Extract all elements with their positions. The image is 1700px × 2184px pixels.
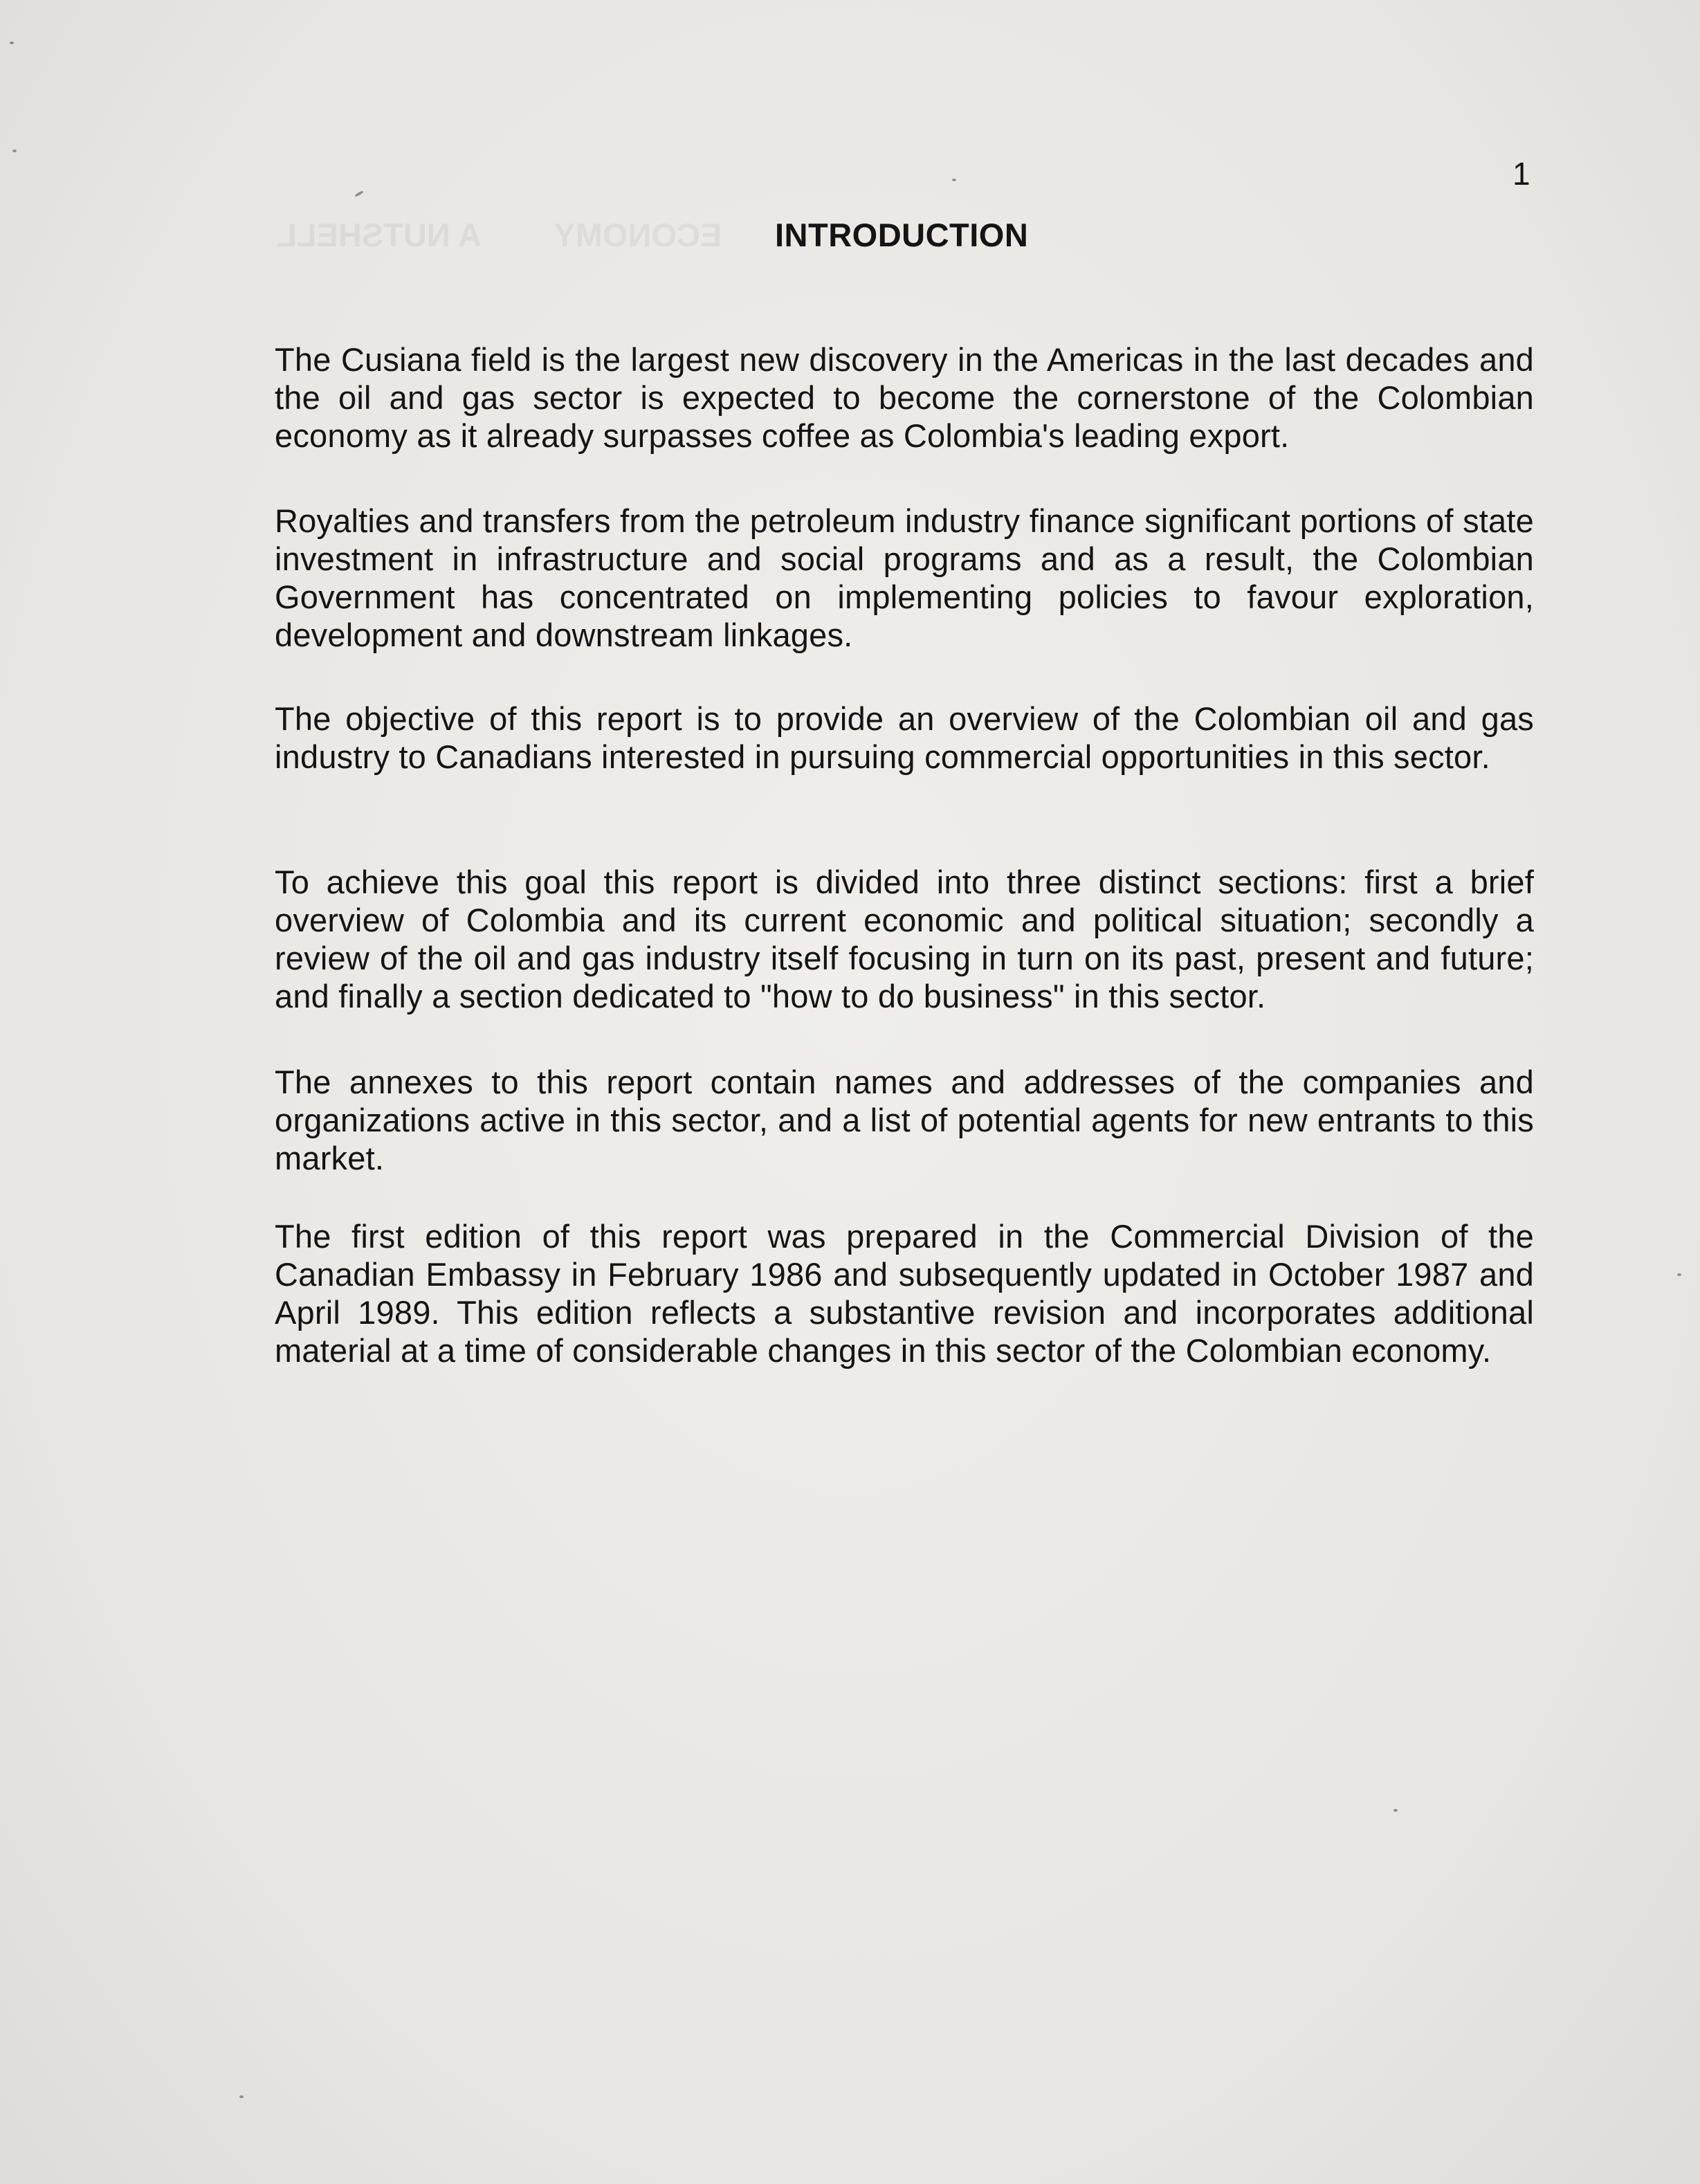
paper-speck <box>10 42 14 44</box>
show-through-heading: ECONOMY A NUTSHELL <box>277 217 722 253</box>
paper-speck <box>12 149 17 152</box>
show-through-block <box>277 1176 286 1214</box>
paragraph-annexes: The annexes to this report contain names and addresses of the companies and organizations active in this sector, and a list of potential agents for new entrants to this market. <box>275 1064 1534 1176</box>
page-title: INTRODUCTION <box>775 217 1029 253</box>
paper-speck <box>239 2095 244 2098</box>
paragraph-objective: The objective of this report is to provide an overview of the Colombian oil and gas industry to Canadians interested in pursuing commercial opportunities in this sector. <box>275 700 1534 775</box>
paper-speck <box>354 190 364 197</box>
paragraph-edition-history: The first edition of this report was prepared in the Commercial Division of the Canadian Embassy in February 1986 and subsequently updated in October 1987 and April 1989. This edition reflects a substantive revision and incorporates additional material at a time of considerable changes in this sector of the Colombian economy. <box>275 1218 1534 1369</box>
paragraph-report-sections: To achieve this goal this report is divided into three distinct sections: first a brief overview of Colombia and its current economic and political situation; secondly a review of the oil and gas industry itself focusing in turn on its past, present and future; and finally a section dedicated to "how to do business" in this sector. <box>275 864 1534 1014</box>
paper-speck <box>952 179 956 181</box>
paper-speck <box>1677 1273 1681 1276</box>
paragraph-royalties: Royalties and transfers from the petroleum industry finance significant portions of state investment in infrastructure and social programs and as a result, the Colombian Government has concentrated on implementing policies to favour exploration, development and downstream linkages. <box>275 502 1534 653</box>
page-number: 1 <box>1512 156 1530 192</box>
paper-speck <box>1393 1809 1398 1812</box>
paragraph-cusiana-field: The Cusiana field is the largest new discovery in the Americas in the last decades and the oil and gas sector is expected to become the cornerstone of the Colombian economy as it already surpasses coffee as Colombia's leading export. <box>275 341 1534 454</box>
